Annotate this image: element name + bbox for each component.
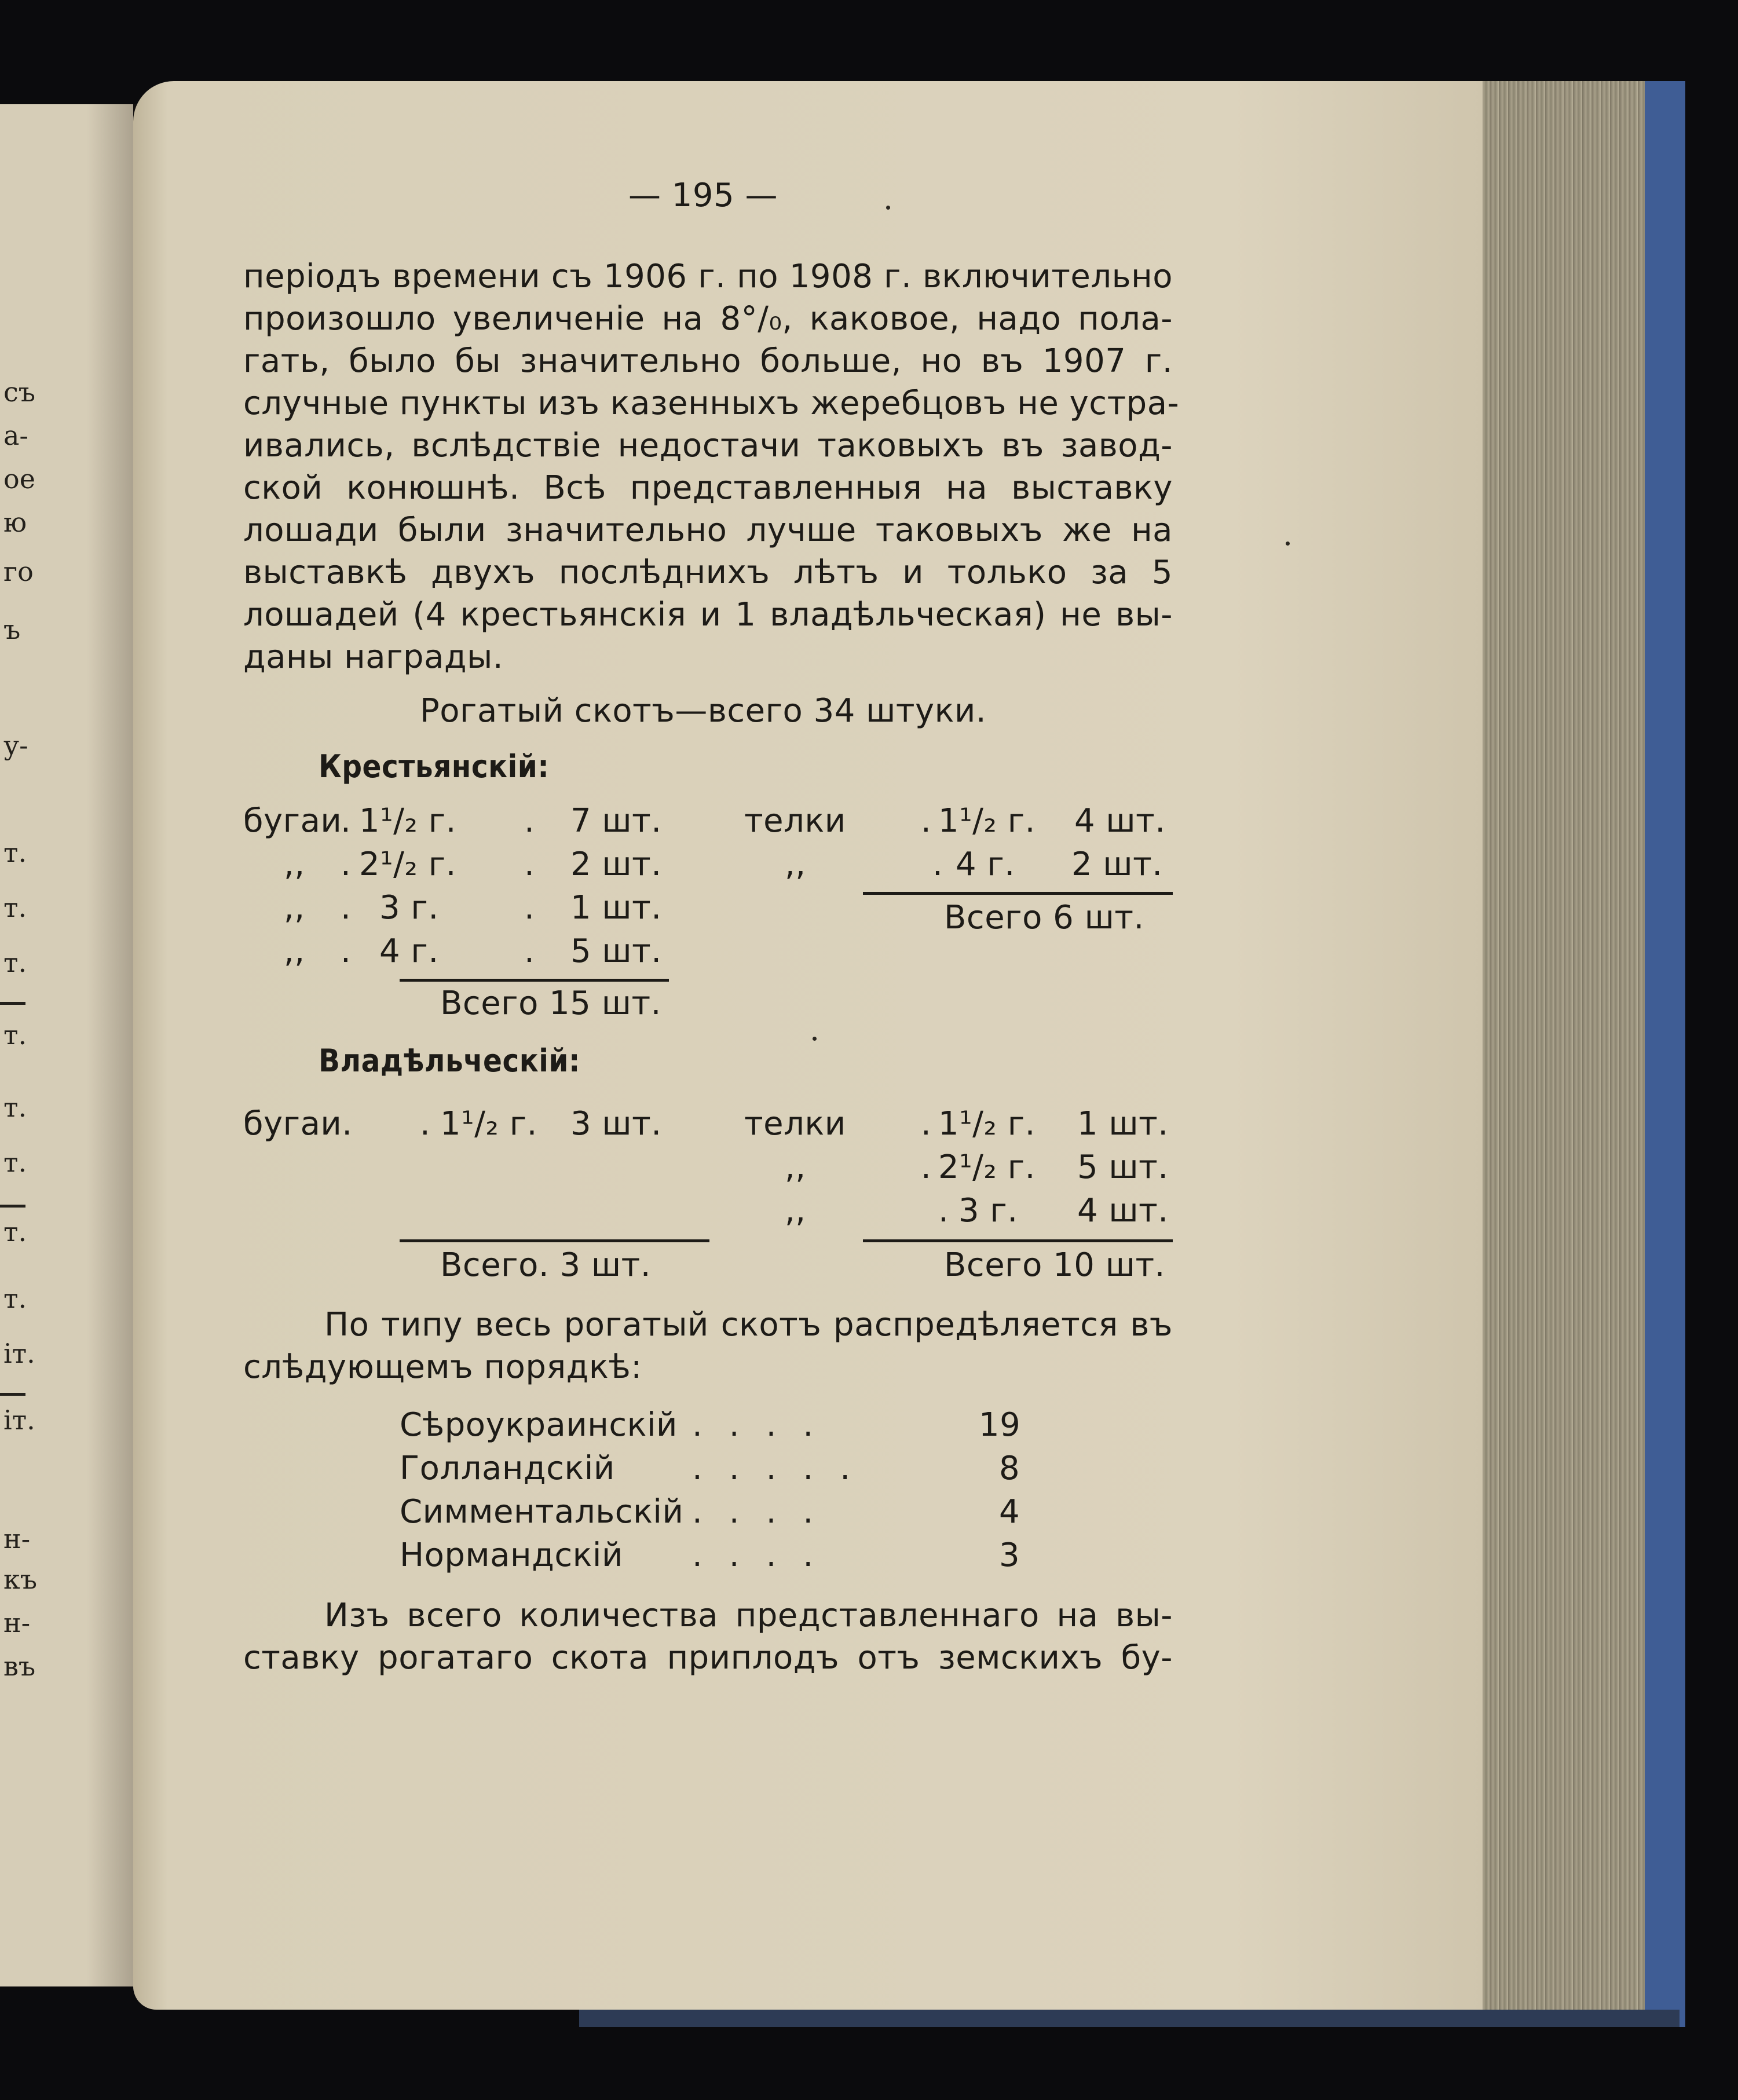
body-line: ивались, вслѣдствіе недостачи таковыхъ въ завод- [243,427,1173,464]
heifer-age: 3 г. [958,1192,1018,1230]
leader-dot: . [341,802,352,840]
left-rule [0,1393,25,1396]
heifer-count: 2 шт. [1071,846,1163,883]
left-fragment: т. [3,892,27,923]
heifer-count: 4 шт. [1077,1192,1169,1230]
left-fragment: н- [3,1523,31,1554]
body-line: Изъ всего количества представленнаго на вы- [324,1597,1173,1634]
ditto-mark: ,, [284,846,305,883]
left-fragment: въ [3,1651,36,1682]
heifers-label: телки [744,1105,846,1143]
left-fragment: ое [3,463,35,495]
leader-dot: . [921,1105,932,1143]
page-block-edges [1471,81,1645,2015]
page-number: — 195 — [628,177,778,214]
body-line-last: слѣдующемъ порядкѣ: [243,1348,642,1386]
left-rule [0,1002,25,1005]
heifer-count: 5 шт. [1077,1148,1169,1186]
body-line: выставкѣ двухъ послѣднихъ лѣтъ и только за 5 [243,554,1173,591]
cattle-heading: Рогатый скотъ—всего 34 штуки. [420,692,987,730]
heifers-total: Всего 6 шт. [944,899,1144,936]
bull-count: 1 шт. [570,889,662,927]
body-line: лошадей (4 крестьянскія и 1 владѣльческая) не вы- [243,596,1173,634]
bulls-total: Всего. 3 шт. [440,1246,652,1284]
left-fragment: т. [3,1092,27,1123]
body-line: произошло увеличеніе на 8°/₀, каковое, надо пола- [243,300,1173,338]
breed-name: Сѣроукраинскій [400,1406,678,1444]
heifer-age: 2¹/₂ г. [938,1148,1036,1186]
breed-count: 8 [999,1450,1020,1487]
leader-dots: ..... [692,1450,877,1487]
body-line: По типу весь рогатый скотъ распредѣляется въ [324,1306,1173,1344]
bull-age: 1¹/₂ г. [440,1105,537,1143]
heifers-label: телки [744,802,846,840]
bull-count: 3 шт. [570,1105,662,1143]
breed-name: Голландскій [400,1450,615,1487]
leader-dots: .... [692,1536,840,1574]
breed-count: 4 [999,1493,1020,1531]
left-fragment: т. [3,1283,27,1314]
left-fragment: съ [3,376,36,408]
total-rule [400,979,669,982]
leader-dot: . [921,802,932,840]
speck [813,1037,817,1041]
speck [886,206,890,210]
bull-age: 1¹/₂ г. [359,802,456,840]
ditto-mark: ,, [284,889,305,927]
bulls-total: Всего 15 шт. [440,985,661,1022]
leader-dot: . [341,889,352,927]
ditto-mark: ,, [785,1192,806,1230]
body-line: періодъ времени съ 1906 г. по 1908 г. включительно [243,258,1173,295]
heifers-total: Всего 10 шт. [944,1246,1165,1284]
bull-age: 2¹/₂ г. [359,846,456,883]
left-fragment: іт. [3,1338,35,1369]
leader-dots: .... [692,1406,840,1444]
body-line: лошади были значительно лучше таковыхъ же на [243,511,1173,549]
book-bottom-edge [579,2010,1680,2027]
total-rule [400,1239,709,1242]
leader-dot: . [341,932,352,970]
body-line-last: даны награды. [243,638,504,676]
ditto-mark: ,, [785,846,806,883]
leader-dot: . [938,1192,949,1230]
ditto-mark: ,, [785,1148,806,1186]
left-fragment: т. [3,1216,27,1247]
total-rule [863,892,1173,895]
body-line: ской конюшнѣ. Всѣ представленныя на выставку [243,469,1173,507]
heifer-count: 1 шт. [1077,1105,1169,1143]
leader-dot: . [921,1148,932,1186]
left-rule [0,1205,25,1208]
left-fragment: т. [3,1147,27,1178]
breed-name: Симментальскій [400,1493,684,1531]
leader-dot: . [524,932,535,970]
bull-age: 3 г. [379,889,439,927]
body-line: ставку рогатаго скота приплодъ отъ земскихъ бу- [243,1639,1173,1677]
left-fragment: го [3,556,34,587]
leader-dot: . [524,802,535,840]
breed-count: 3 [999,1536,1020,1574]
left-fragment: къ [3,1564,38,1595]
body-line: гать, было бы значительно больше, но въ 1907 г. [243,342,1173,380]
speck [1286,542,1290,546]
left-fragment: ъ [3,614,21,645]
leader-dot: . [420,1105,431,1143]
breed-count: 19 [979,1406,1021,1444]
left-fragment: т. [3,837,27,868]
heifer-age: 4 г. [956,846,1015,883]
bulls-label: бугаи. [243,1105,353,1143]
heifer-age: 1¹/₂ г. [938,802,1036,840]
left-fragment: у- [3,730,28,761]
bull-age: 4 г. [379,932,439,970]
left-fragment: т. [3,947,27,978]
breed-name: Нормандскій [400,1536,623,1574]
left-fragment: ю [3,507,27,538]
leader-dot: . [932,846,943,883]
bull-count: 5 шт. [570,932,662,970]
bulls-label: бугаи [243,802,342,840]
heifer-count: 4 шт. [1074,802,1166,840]
body-line: случные пункты изъ казенныхъ жеребцовъ не устра- [243,385,1180,422]
leader-dots: .... [692,1493,840,1531]
leader-dot: . [524,889,535,927]
peasant-heading: Крестьянскій: [319,748,550,785]
heifer-age: 1¹/₂ г. [938,1105,1036,1143]
ditto-mark: ,, [284,932,305,970]
left-fragment: а- [3,420,28,451]
left-fragment: іт. [3,1404,35,1436]
total-rule [863,1239,1173,1242]
left-fragment: н- [3,1607,31,1638]
owner-heading: Владѣльческій: [319,1042,580,1079]
leader-dot: . [524,846,535,883]
bull-count: 2 шт. [570,846,662,883]
bull-count: 7 шт. [570,802,662,840]
leader-dot: . [341,846,352,883]
left-fragment: т. [3,1019,27,1051]
